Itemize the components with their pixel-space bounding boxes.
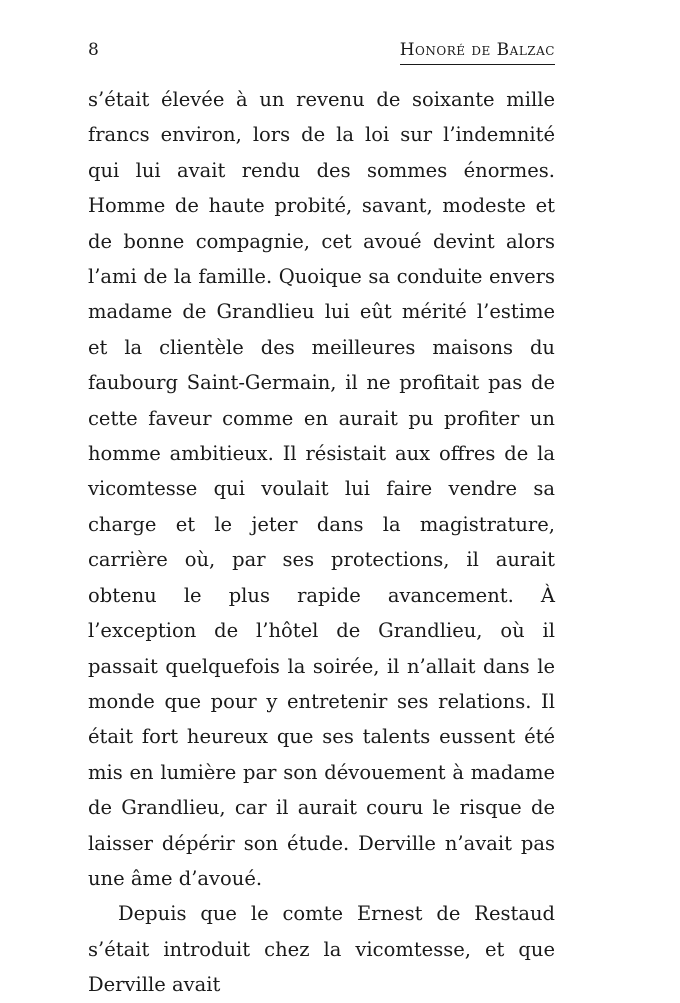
paragraph: Depuis que le comte Ernest de Restaud s’était introduit chez la vicomtesse, et que Derville avait [88, 902, 555, 997]
paragraph: s’était élevée à un revenu de soixante mille francs environ, lors de la loi sur l’indemnité qui lui avait rendu des sommes énormes. Homme de haute probité, savant, modeste et de bonne compagnie, cet avoué devint alors l’ami de la famille. Quoique sa conduite envers madame de Grandlieu lui eût mérité l’estime et la clientèle des meilleures maisons du faubourg Saint-Germain, il ne profitait pas de cette faveur comme en aurait pu profiter un homme ambitieux. Il résistait aux offres de la vicomtesse qui voulait lui faire vendre sa charge et le jeter dans la magistrature, carrière où, par ses protections, il aurait obtenu le plus rapide avancement. À l’exception de l’hôtel de Grandlieu, où il passait quelquefois la soirée, il n’allait dans le monde que pour y entretenir ses relations. Il était fort heureux que ses talents eussent été mis en lumière par son dévouement à madame de Grandlieu, car il aurait couru le risque de laisser dépérir son étude. Derville n’avait pas une âme d’avoué. [88, 88, 555, 890]
running-title: Honoré de Balzac [400, 38, 555, 65]
running-header [88, 38, 555, 66]
page-number: 8 [88, 40, 99, 60]
body-text [88, 82, 555, 1003]
